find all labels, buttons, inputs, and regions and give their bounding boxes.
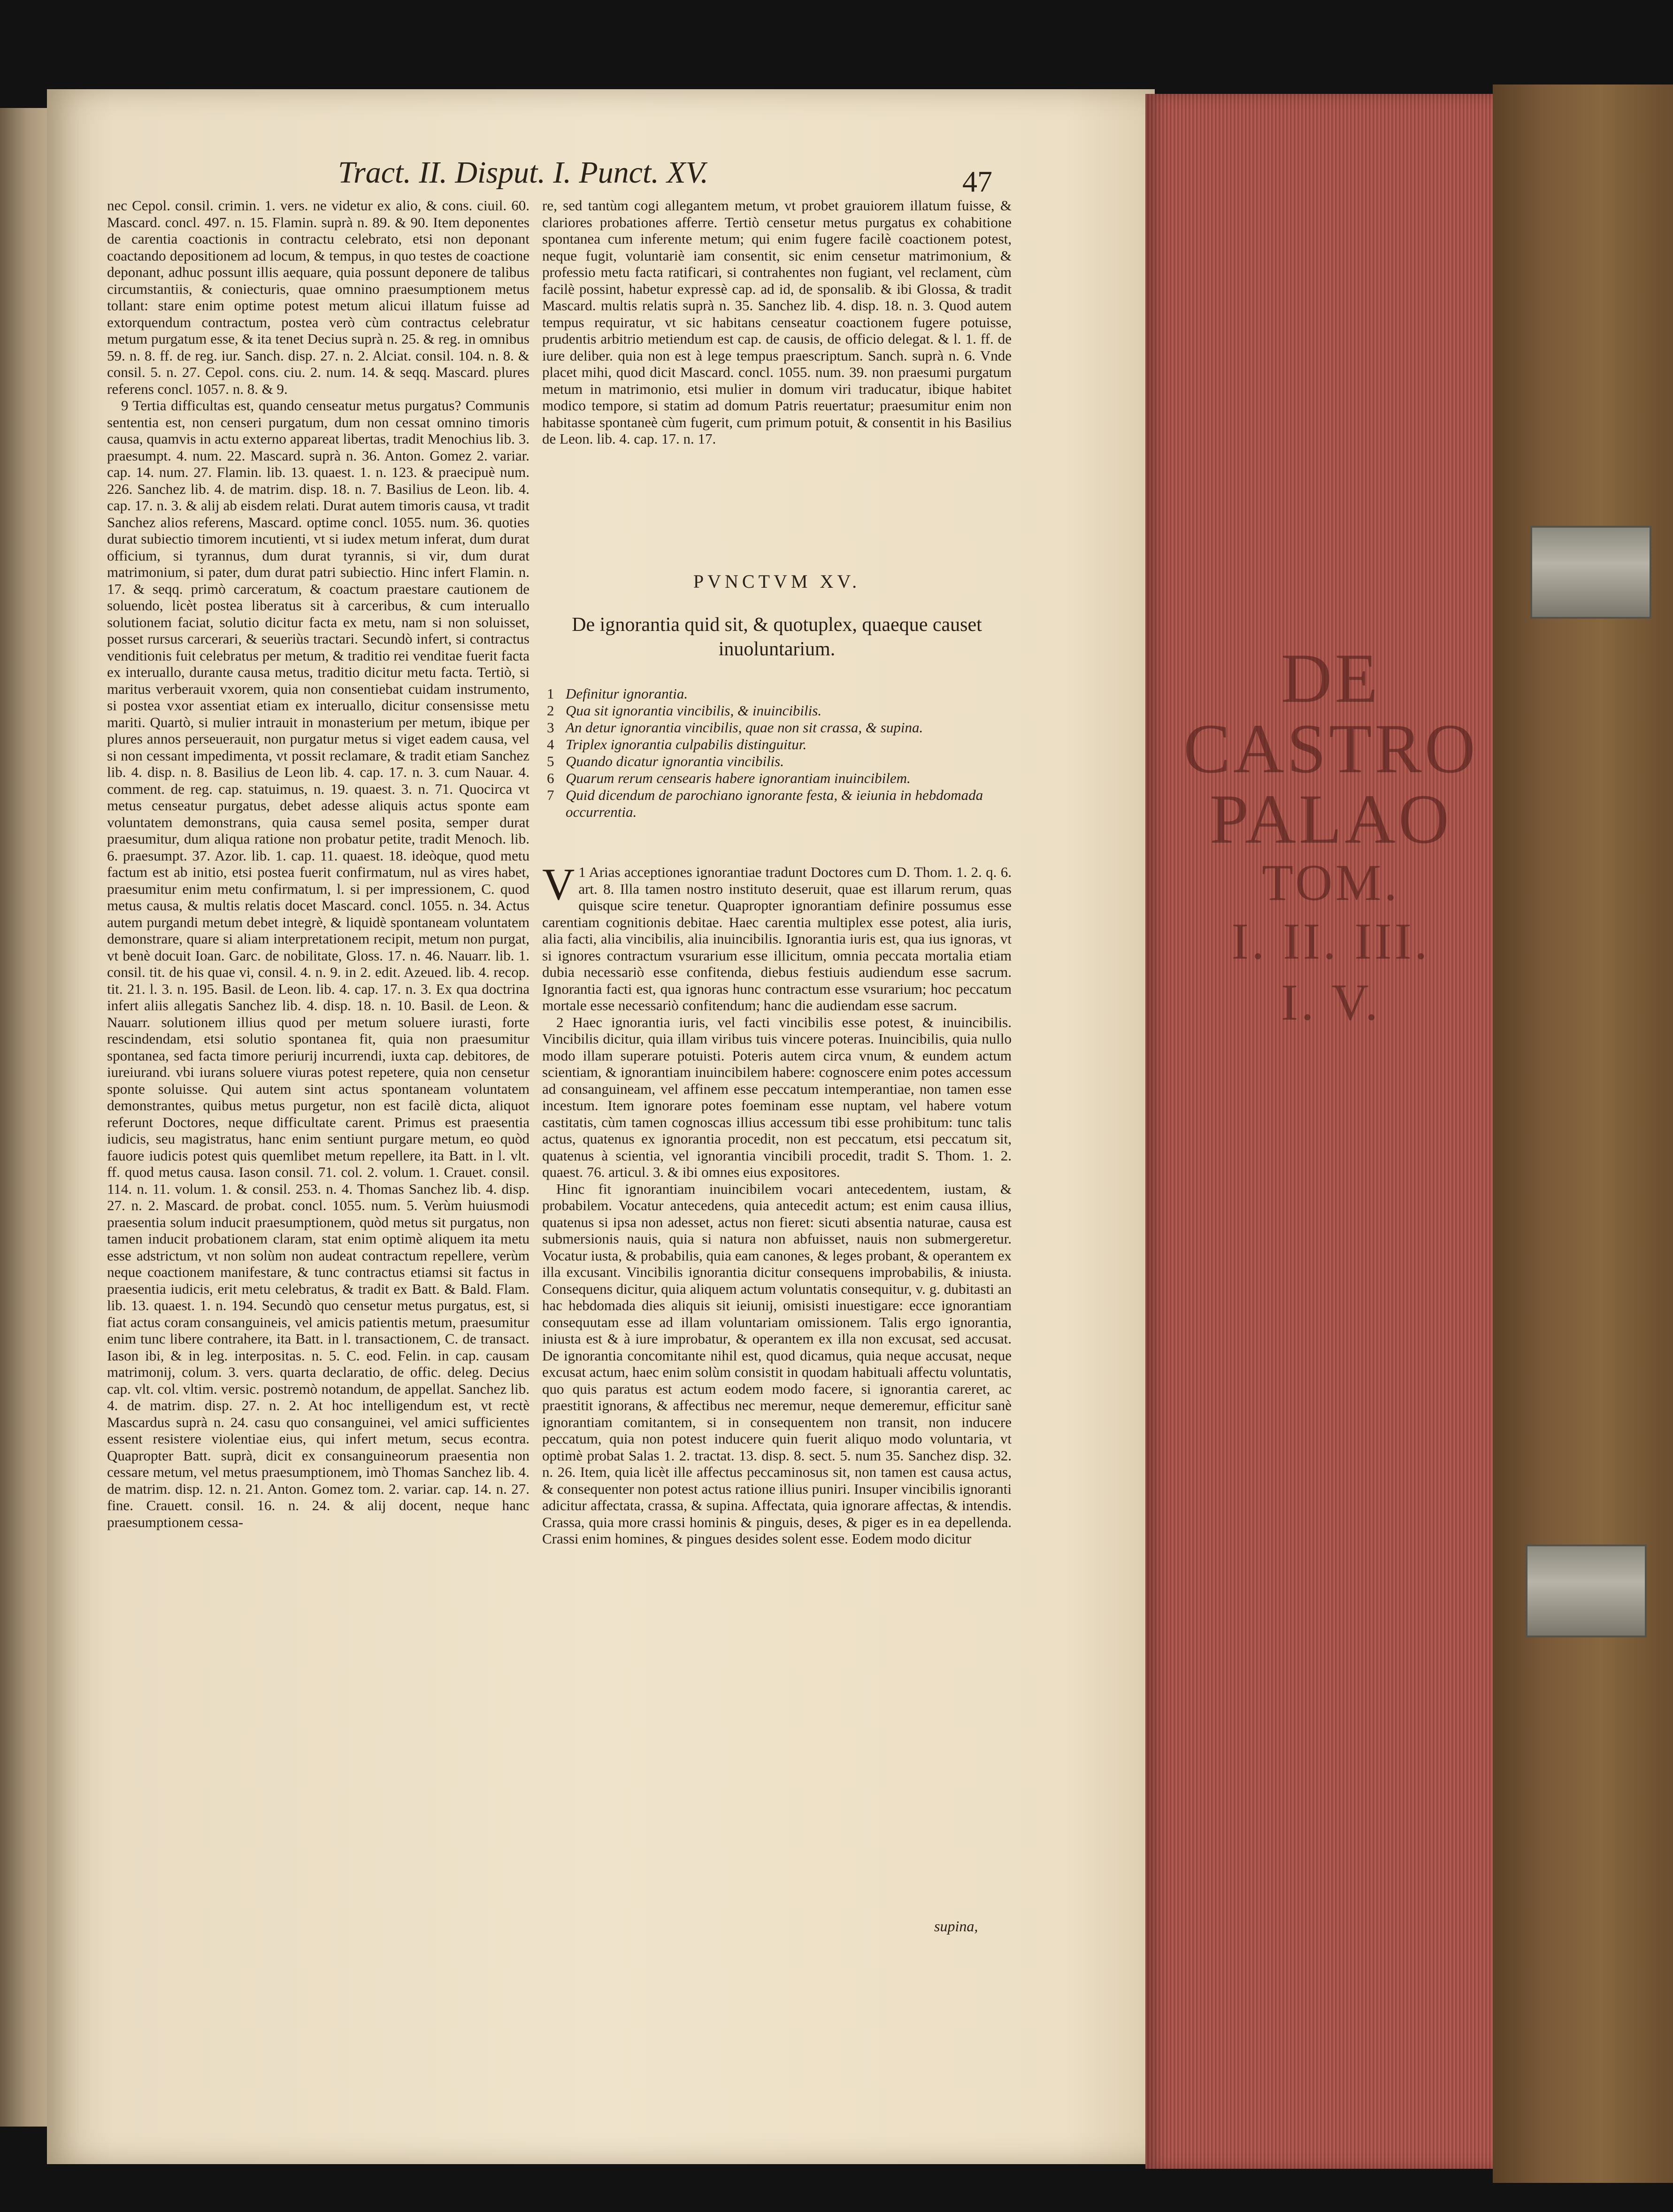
left-text-column bbox=[107, 197, 530, 1897]
text-paragraph: Hinc fit ignorantiam inuincibilem vocari antecedentem, iustam, & probabilem. Vocatur antecedens, quia antecedit actum; est enim causa illius, quatenus si ipsa non adesset, actus non fieret: sicuti absentia naturae, causa est submersionis nauis, quia si natura non abfuisset, nauis non submergeretur. Vocatur iusta, & probabilis, quia eam canones, & leges probant, & operantem ex illa excusant. Vincibilis ignorantia dicitur consequens improbabilis, & iniusta. Consequens dicitur, quia aliquem actum voluntatis consequitur, v. g. dubitasti an hac hebdomada dies aliquis sit ieiunij, omisisti inuestigare: ecce ignorantiam consequutam esse ad illam voluntariam omissionem. Talis ergo ignorantia, iniusta est & à iure improbatur, & operantem ex illa non excusat, sed accusat. De ignorantia concomitante nihil est, quod dicamus, quia neque accusat, neque excusat actum, haec enim solùm consistit in quodam habituali affectu voluntatis, quo quis paratus est actum eodem modo facere, si ignorantia careret, ac praestitit ignorans, & affectibus nec meremur, neque demeremur, efficitur sanè ignorantiam comitantem, si in consequentem non transit, non inducere peccatum, quia non potest inducere quin fuerit aliquo modo voluntaria, vt optimè probat Salas 1. 2. tractat. 13. disp. 8. sect. 5. num 35. Sanchez disp. 32. n. 26. Item, quia licèt ille affectus peccaminosus sit, non tamen est causa actus, & consequenter non potest actus ratione illius puniri. Insuper vincibilis ignoranti adicitur affectata, crassa, & supina. Affectata, quia ignorare affectas, & intendis. Crassa, quia more crassi hominis & pinguis, deses, & piger es in ea depellenda. Crassi enim homines, & pingues desides solent esse. Eodem modo dicitur bbox=[542, 1180, 1012, 1547]
summary-item: 5 Quando dicatur ignorantia vincibilis. bbox=[547, 753, 784, 769]
right-text-column-top bbox=[542, 197, 1012, 573]
summary-item: 1 Definitur ignorantia. bbox=[547, 685, 688, 702]
summary-item: 6 Quarum rerum censearis habere ignorantiam inuincibilem. bbox=[547, 770, 911, 786]
fore-edge-title bbox=[1152, 639, 1509, 1033]
text-paragraph: re, sed tantùm cogi allegantem metum, vt probet grauiorem illatum fuisse, & clariores probationes afferre. Tertiò censetur metus purgatus ex cohabitione spontanea cum inferente metum; qui enim fugere facilè coactionem potest, neque fugit, voluntariè iam consentit, sic enim censetur matrimonium, & professio metu facta ratificari, si contrahentes non fugiant, vel reclament, cùm facilè possint, habetur expressè cap. ad id, de sponsalib. & ibi Glossa, & tradit Mascard. multis relatis suprà n. 35. Sanchez lib. 4. disp. 18. n. 3. Quod autem tempus requiratur, vt sic habitans censeatur coactionem fugere potuisse, prudentis arbitrio metiendum est cap. de causis, de officio delegat. & l. 1. ff. de iure deliber. quia non est à lege tempus praescriptum. Sanch. suprà n. 6. Vnde placet mihi, quod dicit Mascard. concl. 1055. num. 39. non praesumi purgatum metum in matrimonio, etsi mulier in domum viri traducatur, ibique habitet modico tempore, si statim ad domum Patris reuertatur; praesumitur enim non habitasse spontaneè cùm fugerit, cum primum potuit, & consentit in his Basilius de Leon. lib. 4. cap. 17. n. 17. bbox=[542, 197, 1012, 447]
fore-edge-title-line: CASTRO bbox=[1183, 710, 1478, 788]
fore-edge-title-line: I. V. bbox=[1281, 974, 1381, 1031]
right-text-column-main bbox=[542, 864, 1012, 1920]
running-head: Tract. II. Disput. I. Punct. XV. bbox=[338, 155, 708, 190]
book-cover bbox=[1493, 84, 1673, 2183]
section-title: De ignorantia quid sit, & quotuplex, quaeque causet inuoluntarium. bbox=[572, 614, 982, 660]
text-paragraph: 9 Tertia difficultas est, quando censeatur metus purgatus? Communis sententia est, non censeri purgatum, dum non cessat omnino timoris causa, quamvis in actu externo appareat libertas, tradit Menochius lib. 3. praesumpt. 4. num. 22. Mascard. suprà n. 36. Anton. Gomez 2. variar. cap. 14. num. 27. Flamin. lib. 13. quaest. 1. n. 123. & praecipuè num. 226. Sanchez lib. 4. de matrim. disp. 18. n. 7. Basilius de Leon. lib. 4. cap. 17. n. 3. & alij ab eisdem relati. Durat autem timoris causa, vt tradit Sanchez alios referens, Mascard. optime concl. 1055. num. 36. quoties durat subiectio timorem incutienti, vt si iudex metum inferat, dum durat officium, si tyrannus, dum durat tyrannis, si vir, dum durat matrimonium, si pater, dum durat patri subiectio. Hinc infert Flamin. n. 17. & seqq. primò carceratum, & coactum praestare cautionem de soluendo, licèt postea liberatus sit à carceribus, & cum interuallo solutionem faciat, solutio dicitur facta ex metu, nam si non soluisset, posset rursus carcerari, & seueriùs tractari. Secundò infert, si contractus venditionis fuit celebratus per metum, & traditio rei venditae fuerit facta ex interuallo, durante causa metus, traditio dicitur metu facta. Tertiò, si maritus verberauit vxorem, quia non consentiebat cuidam instrumento, si postea vxor assentiat etiam ex interuallo, dicitur consensisse metu mariti. Quartò, si mulier intrauit in monasterium per metum, ibique per plures annos perseuerauit, non purgatur metus si viget eadem causa, vel si non cessant impedimenta, vt possit reclamare, & tradit etiam Sanchez lib. 4. disp. n. 8. Basilius de Leon lib. 4. cap. 17. n. 3. cum Nauar. 4. comment. de reg. cap. statuimus, n. 19. quaest. 3. n. 71. Quocirca vt metus censeatur purgatus, debet adesse aliquis actus sponte eam voluntatem demonstrans, quia causa semel posita, semper durat praesumitur, dum aliqua ratione non probatur petite, tradit Menoch. lib. 6. praesumpt. 37. Azor. lib. 1. cap. 11. quaest. 18. ideòque, quod metu factum est ab initio, etsi postea fuerit confirmatum, nul as vires habet, praesumitur enim metu confirmatum, l. si per impressionem, C. quod metus causa, & multis relatis docet Mascard. concl. 1055. n. 34. Actus autem purgandi metum debet integrè, & liquidè spontaneam voluntatem demonstrare, quare si aliam interpretationem recipit, metum non purgat, vt benè docuit Ioan. Garc. de nobilitate, Gloss. 17. n. 46. Nauarr. lib. 1. consil. tit. de his quae vi, consil. 4. n. 9. in 2. edit. Azeued. lib. 4. recop. tit. 21. l. 3. n. 195. Basil. de Leon. lib. 4. cap. 17. n. 3. Ex qua doctrina infert aliis allegatis Sanchez lib. 4. disp. 18. n. 10. Basil. de Leon. & Nauarr. solutionem illius quod per metum soluere iurasti, forte rescindendam, etsi solutio spontanea fit, quia non praesumitur spontanea, sed facta timore periurij incurrendi, iuxta cap. debitores, de iureiurand. vbi iurans soluere viuras potest repetere, quia non censetur sponte soluisse. Qui autem sint actus spontaneam voluntatem demonstrantes, quibus metus purgetur, non est facilè dicta, aliquot referunt Doctores, neque difficultate carent. Primus est praesentia iudicis, seu magistratus, hanc enim sentiunt purgare metum, eo quòd fauore iudicis potest quis quemlibet metum repellere, ita Batt. in l. vlt. ff. quod metus causa. Iason consil. 71. col. 2. volum. 1. Crauet. consil. 114. n. 11. volum. 1. & consil. 253. n. 4. Thomas Sanchez lib. 4. disp. 27. n. 2. Mascard. de probat. concl. 1055. num. 5. Verùm huiusmodi praesentia solum inducit praesumptionem, quòd metus sit purgatus, non tamen inducit probationem claram, stat enim optimè aliquem ita metu esse adstrictum, vt non solùm non audeat contractum repellere, verùm neque coactionem manifestare, & tunc contractus etiamsi sit factus in praesentia iudicis, erit metu celebratus, & tradit ex Batt. & Bald. Flam. lib. 13. quaest. 1. n. 194. Secundò quo censetur metus purgatus, est, si fiat actus coram consanguineis, vel amicis patientis metum, praesumitur enim tunc libere contrahere, ita Batt. in l. transactionem, C. de transact. Iason ibi, & in leg. interpositas. n. 5. C. eod. Felin. in cap. causam matrimonij, colum. 3. vers. quarta declaratio, de offic. deleg. Decius cap. vlt. col. vltim. versic. postremò notandum, de appellat. Sanchez lib. 4. de matrim. disp. 27. n. 2. At hoc intelligendum est, vt rectè Mascardus suprà n. 24. casu quo consanguinei, vel amici sufficientes essent resistere violentiae eius, qui infert metum, secus econtra. Quapropter Batt. suprà, dicit ex consanguineorum praesentia non cessare metum, vel metus praesumptionem, imò Thomas Sanchez lib. 4. de matrim. disp. 12. n. 21. Anton. Gomez tom. 2. variar. cap. 14. n. 27. fine. Crauett. consil. 16. n. 24. & alij docent, neque hanc praesumptionem cessa- bbox=[107, 397, 530, 1530]
text-paragraph: 2 Haec ignorantia iuris, vel facti vincibilis esse potest, & inuincibilis. Vincibilis dicitur, quia illam viribus tuis vincere poteras. Inuincibilis, quia nullo modo illam superare potuisti. Poteris autem circa vnum, & eundem actum scientiam, & ignorantiam inuincibilem habere: cognoscere enim potes accessum ad consanguineam, vel affinem esse peccatum intemperantiae, non tamen esse incestum. Item ignorare potes foeminam esse nuptam, vel habere votum castitatis, cùm tamen cognoscas illius accessum tibi esse prohibitum: tunc talis actus, quatenus ex ignorantia procedit, non est peccatum, etsi peccatum sit, quatenus à scientia, vel ignorantia vincibili procedit, tradit S. Thom. 1. 2. quaest. 76. articul. 3. & ibi omnes eius expositores. bbox=[542, 1014, 1012, 1180]
summary-list bbox=[547, 685, 1012, 821]
page-number: 47 bbox=[962, 165, 992, 198]
fore-edge-title-line: TOM. bbox=[1262, 854, 1400, 911]
clasp-bottom bbox=[1526, 1544, 1647, 1637]
drop-capital: V bbox=[542, 864, 575, 909]
summary-item: 4 Triplex ignorantia culpabilis distinguitur. bbox=[547, 736, 807, 753]
summary-item: 7 Quid dicendum de parochiano ignorante festa, & ieiunia in hebdomada occurrentia. bbox=[547, 787, 983, 820]
clasp-top bbox=[1530, 526, 1651, 619]
text-paragraph: nec Cepol. consil. crimin. 1. vers. ne videtur ex alio, & cons. ciuil. 60. Mascard. concl. 497. n. 15. Flamin. suprà n. 89. & 90. Item deponentes de carentia coactionis in contractu celebrato, etsi non deponant coactando depositionem ad locum, & tempus, in quo testes de coactione deponant, adhuc possunt illis aequare, quia possunt deponere de talibus circumstantiis, & coniecturis, quae omnino praesumptionem metus tollant: stare enim optime potest metum alicui illatum fuisse ad extorquendum contractum, postea verò cùm contractus celebratur metum purgatum esse, & ita tenet Decius suprà n. 25. & reg. in omnibus 59. n. 8. ff. de reg. iur. Sanch. disp. 27. n. 2. Alciat. consil. 104. n. 8. & consil. 5. n. 27. Cepol. cons. ciu. 2. num. 14. & seqq. Mascard. plures referens concl. 1057. n. 8. & 9. bbox=[107, 197, 530, 397]
section-heading: PVNCTVM XV. bbox=[693, 571, 861, 592]
text-paragraph: V 1 Arias acceptiones ignorantiae tradunt Doctores cum D. Thom. 1. 2. q. 6. art. 8. Illa tamen nostro instituto deseruit, quae est illarum rerum, quas quisque scire tenetur. Quapropter ignorantiam definire possumus esse carentiam cognitionis debitae. Haec carentia multiplex esse potest, alia iuris, alia facti, alia vincibilis, alia inuincibilis. Ignorantia iuris est, qua ius ignoras, vt si ignores contractum vsurarium esse illicitum, omnia peccata mortalia etiam dubia necessariò esse confitenda, diebus festiuis audiendum esse sacrum. Ignorantia facti est, qua ignoras hunc contractum esse vsurarium; hoc peccatum mortale esse necessariò confitendum; hanc die audiendam esse sacrum. bbox=[542, 864, 1012, 1014]
fore-edge-title-line: I. II. III. bbox=[1231, 913, 1430, 970]
page-fore-edge bbox=[1145, 94, 1512, 2169]
fore-edge-title-line: DE bbox=[1281, 639, 1381, 717]
summary-item: 2 Qua sit ignorantia vincibilis, & inuincibilis. bbox=[547, 702, 822, 719]
catchword: supina, bbox=[934, 1918, 978, 1935]
fore-edge-title-line: PALAO bbox=[1209, 780, 1452, 858]
summary-item: 3 An detur ignorantia vincibilis, quae non sit crassa, & supina. bbox=[547, 719, 923, 736]
